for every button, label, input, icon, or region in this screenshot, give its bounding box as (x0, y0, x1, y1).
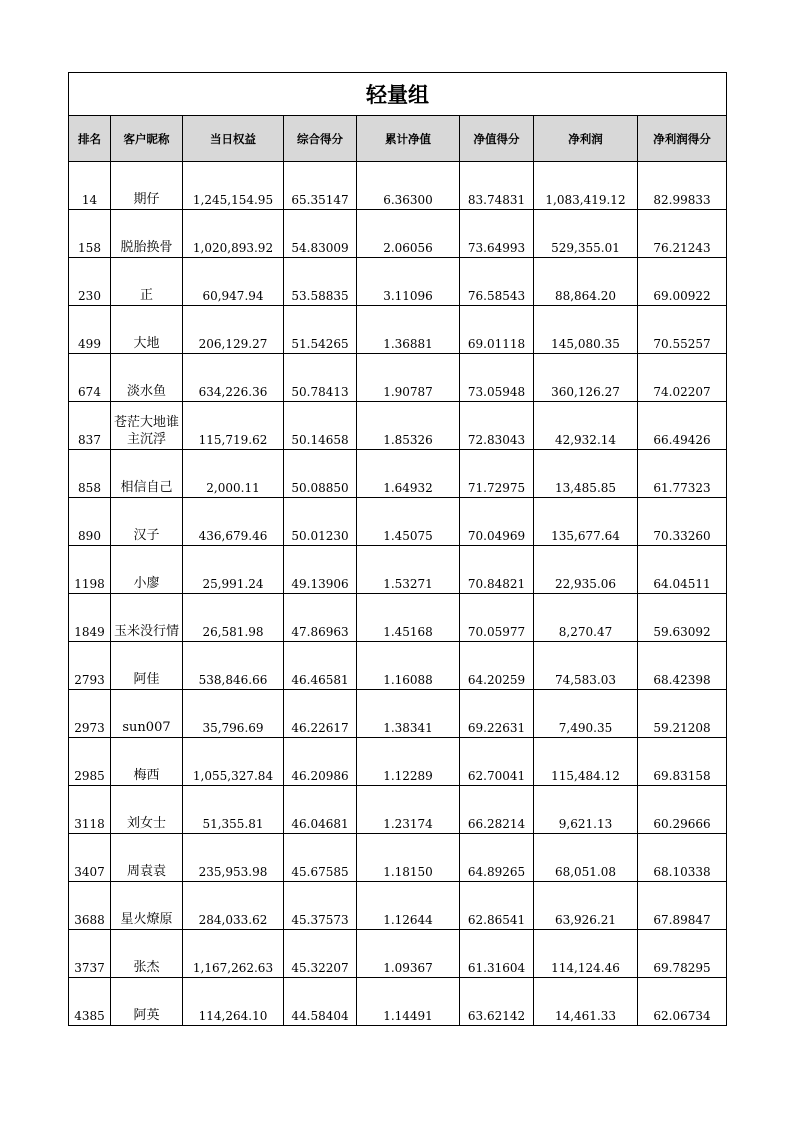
nickname-cell: 汉子 (111, 498, 183, 546)
table-row (69, 690, 727, 738)
cumulative-nav-cell: 1.45168 (357, 594, 460, 642)
header-row (69, 116, 727, 162)
equity-cell: 1,020,893.92 (183, 210, 284, 258)
net-profit-cell: 114,124.46 (534, 930, 638, 978)
total-score-cell: 45.32207 (284, 930, 357, 978)
nickname-cell: 淡水鱼 (111, 354, 183, 402)
equity-cell: 1,055,327.84 (183, 738, 284, 786)
total-score-cell: 50.14658 (284, 402, 357, 450)
equity-cell: 115,719.62 (183, 402, 284, 450)
cumulative-nav-cell: 1.18150 (357, 834, 460, 882)
table-row (69, 786, 727, 834)
cumulative-nav-cell: 1.23174 (357, 786, 460, 834)
total-score-cell: 54.83009 (284, 210, 357, 258)
cumulative-nav-cell: 6.36300 (357, 162, 460, 210)
table-row (69, 162, 727, 210)
equity-cell: 206,129.27 (183, 306, 284, 354)
rank-cell: 2793 (69, 642, 111, 690)
column-header-total-score: 综合得分 (284, 116, 357, 162)
rank-cell: 3737 (69, 930, 111, 978)
cumulative-nav-cell: 1.12644 (357, 882, 460, 930)
rank-cell: 2985 (69, 738, 111, 786)
net-profit-cell: 68,051.08 (534, 834, 638, 882)
net-profit-score-cell: 59.63092 (638, 594, 727, 642)
nav-score-cell: 83.74831 (460, 162, 534, 210)
nav-score-cell: 62.86541 (460, 882, 534, 930)
nickname-cell: 玉米没行情 (111, 594, 183, 642)
nav-score-cell: 64.20259 (460, 642, 534, 690)
nickname-cell: 苍茫大地谁主沉浮 (111, 402, 183, 450)
equity-cell: 538,846.66 (183, 642, 284, 690)
net-profit-score-cell: 61.77323 (638, 450, 727, 498)
net-profit-score-cell: 62.06734 (638, 978, 727, 1026)
net-profit-cell: 74,583.03 (534, 642, 638, 690)
nickname-cell: sun007 (111, 690, 183, 738)
rank-cell: 890 (69, 498, 111, 546)
rank-cell: 837 (69, 402, 111, 450)
nickname-cell: 正 (111, 258, 183, 306)
total-score-cell: 46.46581 (284, 642, 357, 690)
net-profit-cell: 9,621.13 (534, 786, 638, 834)
total-score-cell: 53.58835 (284, 258, 357, 306)
total-score-cell: 49.13906 (284, 546, 357, 594)
nav-score-cell: 73.05948 (460, 354, 534, 402)
cumulative-nav-cell: 1.45075 (357, 498, 460, 546)
equity-cell: 235,953.98 (183, 834, 284, 882)
net-profit-score-cell: 59.21208 (638, 690, 727, 738)
equity-cell: 114,264.10 (183, 978, 284, 1026)
net-profit-score-cell: 67.89847 (638, 882, 727, 930)
net-profit-cell: 115,484.12 (534, 738, 638, 786)
total-score-cell: 51.54265 (284, 306, 357, 354)
net-profit-cell: 8,270.47 (534, 594, 638, 642)
total-score-cell: 44.58404 (284, 978, 357, 1026)
nav-score-cell: 72.83043 (460, 402, 534, 450)
rank-cell: 1198 (69, 546, 111, 594)
net-profit-cell: 1,083,419.12 (534, 162, 638, 210)
column-header-nickname: 客户昵称 (111, 116, 183, 162)
total-score-cell: 50.78413 (284, 354, 357, 402)
rank-cell: 858 (69, 450, 111, 498)
table-row (69, 594, 727, 642)
rank-cell: 158 (69, 210, 111, 258)
total-score-cell: 50.08850 (284, 450, 357, 498)
nickname-cell: 阿英 (111, 978, 183, 1026)
rank-cell: 3688 (69, 882, 111, 930)
table-body (69, 162, 727, 1026)
net-profit-cell: 63,926.21 (534, 882, 638, 930)
rank-cell: 230 (69, 258, 111, 306)
cumulative-nav-cell: 1.53271 (357, 546, 460, 594)
nav-score-cell: 63.62142 (460, 978, 534, 1026)
nav-score-cell: 76.58543 (460, 258, 534, 306)
table-row (69, 642, 727, 690)
column-header-cumulative-nav: 累计净值 (357, 116, 460, 162)
nickname-cell: 周袁袁 (111, 834, 183, 882)
table-row (69, 498, 727, 546)
equity-cell: 35,796.69 (183, 690, 284, 738)
total-score-cell: 46.20986 (284, 738, 357, 786)
net-profit-cell: 7,490.35 (534, 690, 638, 738)
nickname-cell: 脱胎换骨 (111, 210, 183, 258)
column-header-net-profit: 净利润 (534, 116, 638, 162)
nav-score-cell: 70.04969 (460, 498, 534, 546)
nav-score-cell: 66.28214 (460, 786, 534, 834)
net-profit-cell: 42,932.14 (534, 402, 638, 450)
net-profit-cell: 22,935.06 (534, 546, 638, 594)
nickname-cell: 张杰 (111, 930, 183, 978)
net-profit-score-cell: 82.99833 (638, 162, 727, 210)
table-title: 轻量组 (69, 73, 727, 116)
nickname-cell: 小廖 (111, 546, 183, 594)
net-profit-score-cell: 74.02207 (638, 354, 727, 402)
net-profit-score-cell: 68.42398 (638, 642, 727, 690)
net-profit-score-cell: 76.21243 (638, 210, 727, 258)
nav-score-cell: 73.64993 (460, 210, 534, 258)
table-row (69, 738, 727, 786)
equity-cell: 2,000.11 (183, 450, 284, 498)
rank-cell: 4385 (69, 978, 111, 1026)
cumulative-nav-cell: 1.16088 (357, 642, 460, 690)
table-row (69, 546, 727, 594)
nav-score-cell: 69.22631 (460, 690, 534, 738)
nickname-cell: 相信自己 (111, 450, 183, 498)
rank-cell: 14 (69, 162, 111, 210)
nav-score-cell: 62.70041 (460, 738, 534, 786)
total-score-cell: 46.22617 (284, 690, 357, 738)
cumulative-nav-cell: 1.38341 (357, 690, 460, 738)
total-score-cell: 46.04681 (284, 786, 357, 834)
total-score-cell: 50.01230 (284, 498, 357, 546)
cumulative-nav-cell: 1.90787 (357, 354, 460, 402)
equity-cell: 1,167,262.63 (183, 930, 284, 978)
equity-cell: 634,226.36 (183, 354, 284, 402)
net-profit-score-cell: 69.78295 (638, 930, 727, 978)
equity-cell: 25,991.24 (183, 546, 284, 594)
net-profit-score-cell: 69.00922 (638, 258, 727, 306)
ranking-sheet (68, 72, 726, 1026)
table-row (69, 930, 727, 978)
net-profit-score-cell: 60.29666 (638, 786, 727, 834)
cumulative-nav-cell: 1.14491 (357, 978, 460, 1026)
nav-score-cell: 64.89265 (460, 834, 534, 882)
table-row (69, 306, 727, 354)
equity-cell: 26,581.98 (183, 594, 284, 642)
rank-cell: 1849 (69, 594, 111, 642)
equity-cell: 60,947.94 (183, 258, 284, 306)
nickname-cell: 阿佳 (111, 642, 183, 690)
nickname-cell: 刘女士 (111, 786, 183, 834)
nav-score-cell: 69.01118 (460, 306, 534, 354)
table-row (69, 882, 727, 930)
table-row (69, 402, 727, 450)
cumulative-nav-cell: 1.12289 (357, 738, 460, 786)
nickname-cell: 期仔 (111, 162, 183, 210)
net-profit-cell: 88,864.20 (534, 258, 638, 306)
cumulative-nav-cell: 1.09367 (357, 930, 460, 978)
column-header-nav-score: 净值得分 (460, 116, 534, 162)
table-row (69, 354, 727, 402)
net-profit-cell: 14,461.33 (534, 978, 638, 1026)
net-profit-cell: 135,677.64 (534, 498, 638, 546)
nav-score-cell: 71.72975 (460, 450, 534, 498)
nickname-cell: 梅西 (111, 738, 183, 786)
total-score-cell: 47.86963 (284, 594, 357, 642)
column-header-net-profit-score: 净利润得分 (638, 116, 727, 162)
total-score-cell: 45.37573 (284, 882, 357, 930)
equity-cell: 1,245,154.95 (183, 162, 284, 210)
net-profit-cell: 360,126.27 (534, 354, 638, 402)
table-row (69, 210, 727, 258)
nickname-cell: 大地 (111, 306, 183, 354)
equity-cell: 284,033.62 (183, 882, 284, 930)
net-profit-score-cell: 64.04511 (638, 546, 727, 594)
table-row (69, 450, 727, 498)
total-score-cell: 65.35147 (284, 162, 357, 210)
column-header-rank: 排名 (69, 116, 111, 162)
equity-cell: 436,679.46 (183, 498, 284, 546)
cumulative-nav-cell: 1.85326 (357, 402, 460, 450)
table-row (69, 834, 727, 882)
rank-cell: 3118 (69, 786, 111, 834)
cumulative-nav-cell: 1.36881 (357, 306, 460, 354)
net-profit-score-cell: 66.49426 (638, 402, 727, 450)
rank-cell: 499 (69, 306, 111, 354)
rank-cell: 674 (69, 354, 111, 402)
table-row (69, 258, 727, 306)
column-header-equity: 当日权益 (183, 116, 284, 162)
cumulative-nav-cell: 1.64932 (357, 450, 460, 498)
nav-score-cell: 70.05977 (460, 594, 534, 642)
ranking-table (68, 72, 727, 1026)
cumulative-nav-cell: 2.06056 (357, 210, 460, 258)
nickname-cell: 星火燎原 (111, 882, 183, 930)
net-profit-score-cell: 70.55257 (638, 306, 727, 354)
net-profit-score-cell: 69.83158 (638, 738, 727, 786)
total-score-cell: 45.67585 (284, 834, 357, 882)
table-row (69, 978, 727, 1026)
rank-cell: 3407 (69, 834, 111, 882)
rank-cell: 2973 (69, 690, 111, 738)
nav-score-cell: 70.84821 (460, 546, 534, 594)
nav-score-cell: 61.31604 (460, 930, 534, 978)
net-profit-cell: 13,485.85 (534, 450, 638, 498)
net-profit-cell: 145,080.35 (534, 306, 638, 354)
net-profit-score-cell: 70.33260 (638, 498, 727, 546)
net-profit-cell: 529,355.01 (534, 210, 638, 258)
equity-cell: 51,355.81 (183, 786, 284, 834)
cumulative-nav-cell: 3.11096 (357, 258, 460, 306)
net-profit-score-cell: 68.10338 (638, 834, 727, 882)
